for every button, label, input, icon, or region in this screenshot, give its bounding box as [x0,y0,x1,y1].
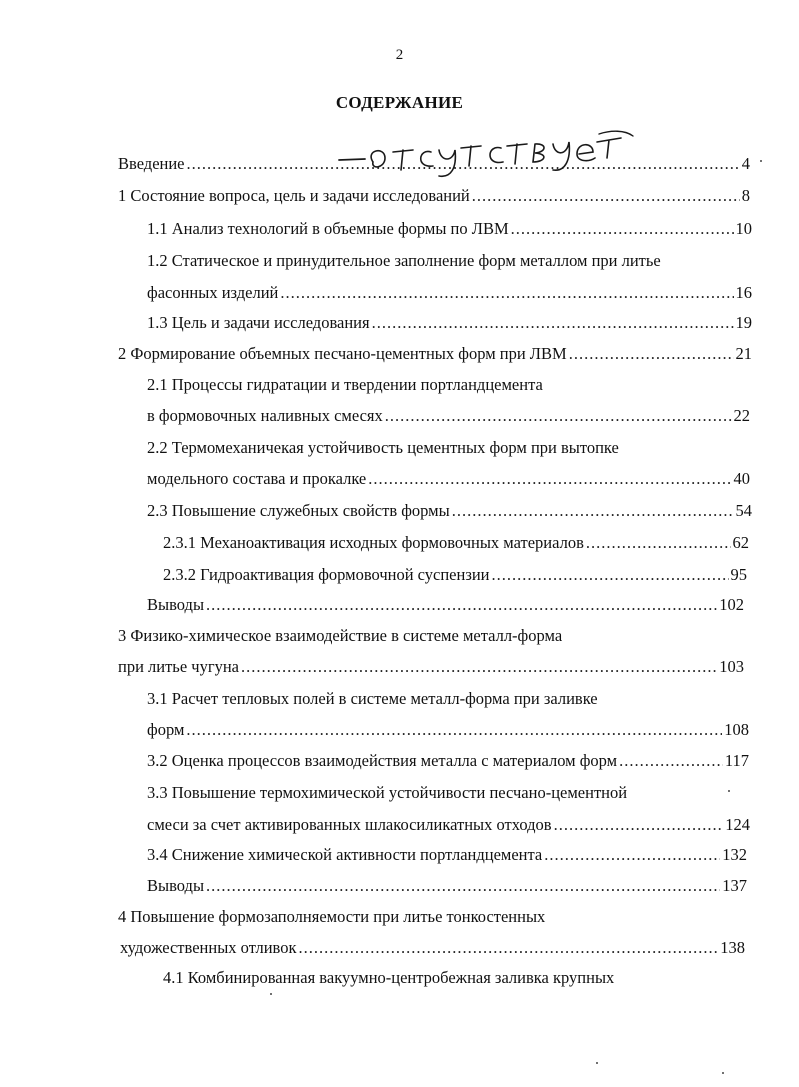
entry-page: 22 [733,406,750,425]
entry-page: 10 [735,219,752,238]
entry-text: 1 Состояние вопроса, цель и задачи исследований [118,186,470,205]
toc-entry-conclusions-2 [147,594,744,616]
toc-entry-chapter-4 [118,906,752,928]
toc-entry-3-1 [147,688,752,710]
entry-page: 132 [722,845,747,864]
toc-entry-1-1 [147,218,752,240]
toc-entry-chapter-4-cont [120,937,745,959]
entry-page: 102 [719,595,744,614]
entry-page: 62 [732,533,749,552]
entry-page: 103 [719,657,744,676]
entry-page: 19 [735,313,752,332]
entry-text: 3.4 Снижение химической активности портландцемента [147,845,543,864]
toc-entry-4-1 [163,967,752,989]
toc-entry-2-3 [147,500,752,522]
entry-page: 138 [720,938,745,957]
toc-entry-2-1 [147,374,752,396]
entry-text: 1.2 Статическое и принудительное заполнение форм металлом при литье [147,251,661,270]
entry-text: 4.1 Комбинированная вакуумно-центробежная заливка крупных [163,968,615,987]
entry-text: фасонных изделий [147,283,279,302]
entry-text: 2.3 Повышение служебных свойств формы [147,501,450,520]
toc-entry-3-1-cont [147,719,749,741]
toc-entry-3-3-cont [147,814,750,836]
entry-text: форм [147,720,185,739]
entry-page: 108 [724,720,749,739]
toc-entry-chapter-3-cont [118,656,744,678]
toc-entry-3-2 [147,750,749,772]
toc-entry-2-2 [147,437,752,459]
entry-text: при литье чугуна [118,657,240,676]
entry-text: 3.3 Повышение термохимической устойчивости песчано-цементной [147,783,628,802]
toc-entry-1-3 [147,312,752,334]
entry-text: 3.1 Расчет тепловых полей в системе металл-форма при заливке [147,689,598,708]
entry-text: в формовочных наливных смесях [147,406,383,425]
entry-page: 124 [725,815,750,834]
toc-entry-3-4 [147,844,747,866]
entry-text: 1.3 Цель и задачи исследования [147,313,370,332]
toc-entry-1-2-cont [147,282,752,304]
entry-text: 3.2 Оценка процессов взаимодействия металла с материалом форм [147,751,618,770]
entry-text: Введение [118,154,185,173]
handwritten-note [335,128,635,180]
toc-entry-2-3-1 [163,532,749,554]
entry-text: 1.1 Анализ технологий в объемные формы по ЛВМ [147,219,509,238]
entry-text: 3 Физико-химическое взаимодействие в системе металл-форма [118,626,563,645]
entry-text: 2 Формирование объемных песчано-цементных форм при ЛВМ [118,344,567,363]
entry-text: модельного состава и прокалке [147,469,367,488]
entry-page: 8 [741,186,750,205]
entry-page: 137 [722,876,747,895]
toc-entry-chapter-1 [118,185,750,207]
entry-text: Выводы [147,595,205,614]
entry-page: 4 [741,154,750,173]
entry-text: 4 Повышение формозаполняемости при литье тонкостенных [118,907,546,926]
entry-text: 2.2 Термомеханичекая устойчивость цементных форм при вытопке [147,438,619,457]
entry-text: смеси за счет активированных шлакосиликатных отходов [147,815,552,834]
entry-page: 40 [733,469,750,488]
toc-entry-3-3 [147,782,752,804]
entry-page: 21 [735,344,752,363]
entry-page: 95 [730,565,747,584]
entry-page: 16 [735,283,752,302]
toc-entry-conclusions-3 [147,875,747,897]
toc-entry-2-1-cont [147,405,750,427]
entry-text: 2.3.1 Механоактивация исходных формовочных материалов [163,533,584,552]
entry-text: 2.1 Процессы гидратации и твердении портландцемента [147,375,543,394]
entry-text: 2.3.2 Гидроактивация формовочной суспензии [163,565,490,584]
toc-entry-chapter-2 [118,343,752,365]
entry-page: 54 [735,501,752,520]
toc-entry-2-2-cont [147,468,750,490]
page-number: 2 [395,47,404,63]
entry-text: Выводы [147,876,205,895]
toc-entry-1-2 [147,250,752,272]
entry-text: художественных отливок [120,938,297,957]
entry-page: 117 [724,751,749,770]
toc-title: СОДЕРЖАНИЕ [335,93,464,112]
toc-entry-chapter-3 [118,625,752,647]
toc-entry-2-3-2 [163,564,747,586]
